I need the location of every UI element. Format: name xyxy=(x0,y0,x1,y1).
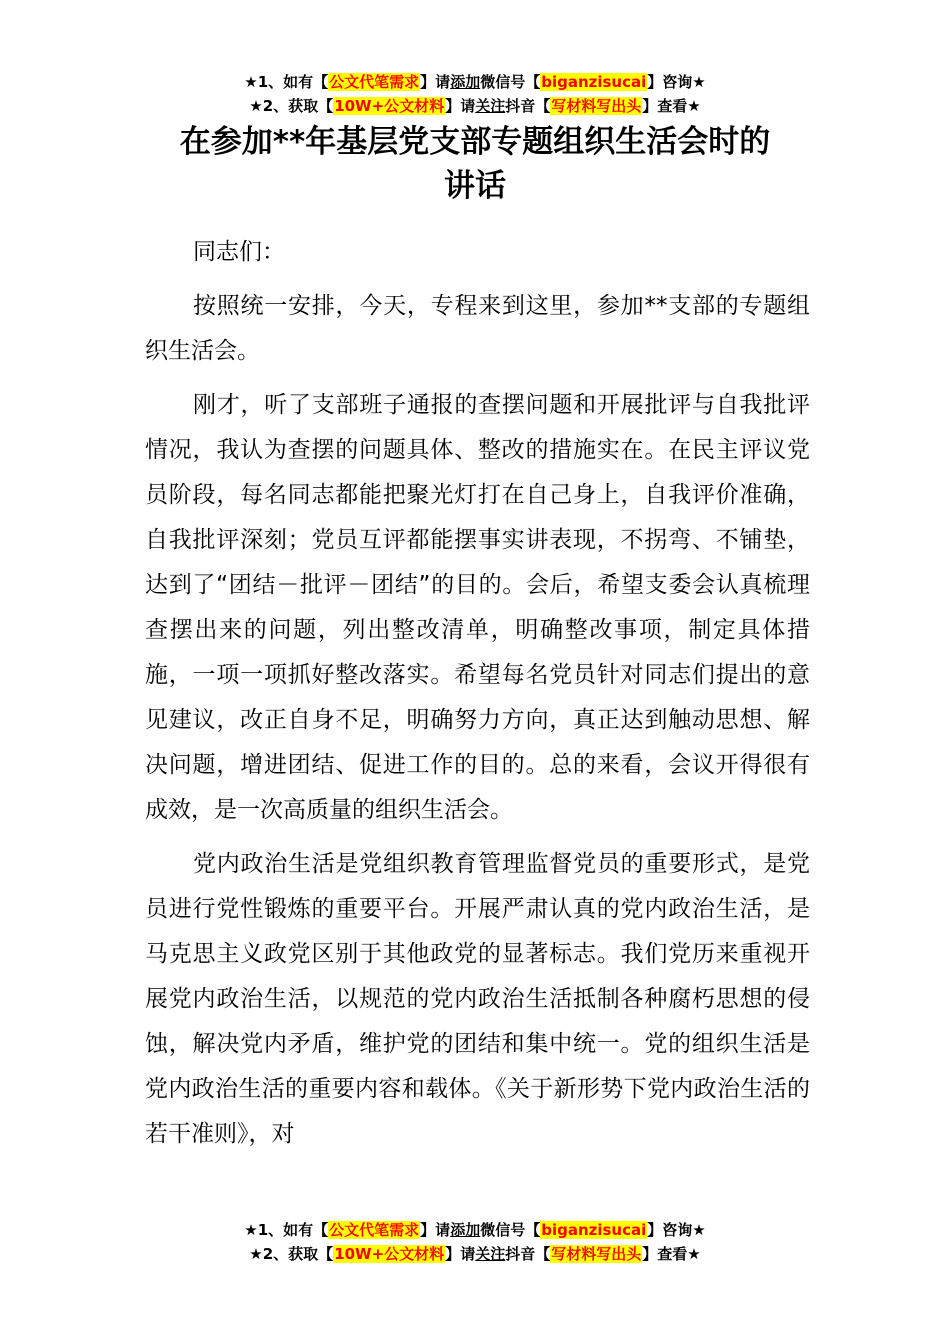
promo-text: ★1、如有【 xyxy=(244,73,329,91)
promo-text: ★2、获取【 xyxy=(249,1245,334,1263)
promo-text: 】咨询★ xyxy=(647,73,706,91)
body-paragraph: 刚才，听了支部班子通报的查摆问题和开展批评与自我批评情况，我认为查摆的问题具体、整改的措施实在。在民主评议党员阶段，每名同志都能把聚光灯打在自己身上，自我评价准确，自我批评深刻；党员互评都能摆事实讲表现，不拐弯、不铺垫，达到了“团结－批评－团结”的目的。会后，希望支委会认真梳理查摆出来的问题，列出整改清单，明确整改事项，制定具体措施，一项一项抓好整改落实。希望每名党员针对同志们提出的意见建议，改正自身不足，明确努力方向，真正达到触动思想、解决问题，增进团结、促进工作的目的。总的来看，会议开得很有成效，是一次高质量的组织生活会。 xyxy=(145,392,810,823)
promo-text: 微信号【 xyxy=(480,73,541,91)
promo-line-2 xyxy=(0,94,950,118)
promo-text: 抖音【 xyxy=(505,97,551,115)
title-line: 在参加**年基层党支部专题组织生活会时的 xyxy=(179,124,771,160)
promo-highlight: 公文代笔需求 xyxy=(329,1221,420,1239)
body-paragraph: 党内政治生活是党组织教育管理监督党员的重要形式，是党员进行党性锻炼的重要平台。开展严肃认真的党内政治生活，是马克思主义政党区别于其他政党的显著标志。我们党历来重视开展党内政治生活，以规范的党内政治生活抵制各种腐朽思想的侵蚀，解决党内矛盾，维护党的团结和集中统一。党的组织生活是党内政治生活的重要内容和载体。《关于新形势下党内政治生活的若干准则》，对 xyxy=(145,851,810,1147)
promo-highlight: 公文代笔需求 xyxy=(329,73,420,91)
promo-highlight: 写材料写出头 xyxy=(551,97,642,115)
promo-highlight: biganzisucai xyxy=(541,73,647,91)
promo-text: 】请 xyxy=(420,73,451,91)
promo-highlight: 10W+公文材料 xyxy=(334,1245,445,1263)
promo-line-1 xyxy=(0,1218,950,1242)
body-paragraph: 按照统一安排，今天，专程来到这里，参加**支部的专题组织生活会。 xyxy=(145,293,810,364)
salutation: 同志们： xyxy=(193,239,285,265)
promo-text: 】咨询★ xyxy=(647,1221,706,1239)
promo-text: ★1、如有【 xyxy=(244,1221,329,1239)
promo-highlight: biganzisucai xyxy=(541,1221,647,1239)
footer-promo-banner xyxy=(0,1218,950,1266)
promo-text: 】查看★ xyxy=(642,1245,701,1263)
promo-highlight: 写材料写出头 xyxy=(551,1245,642,1263)
title-line: 讲话 xyxy=(444,168,506,204)
promo-text: 】请 xyxy=(420,1221,451,1239)
promo-text: 】请 xyxy=(445,97,476,115)
promo-underlined-text: 添加 xyxy=(450,73,481,91)
promo-line-2 xyxy=(0,1242,950,1266)
document-body xyxy=(145,230,810,1166)
promo-text: 抖音【 xyxy=(505,1245,551,1263)
promo-underlined-text: 关注 xyxy=(475,1245,506,1263)
promo-text: ★2、获取【 xyxy=(249,97,334,115)
promo-text: 微信号【 xyxy=(480,1221,541,1239)
promo-text: 】请 xyxy=(445,1245,476,1263)
promo-line-1 xyxy=(0,70,950,94)
document-title xyxy=(0,120,950,208)
promo-text: 】查看★ xyxy=(642,97,701,115)
promo-underlined-text: 添加 xyxy=(450,1221,481,1239)
promo-highlight: 10W+公文材料 xyxy=(334,97,445,115)
header-promo-banner xyxy=(0,70,950,118)
promo-underlined-text: 关注 xyxy=(475,97,506,115)
